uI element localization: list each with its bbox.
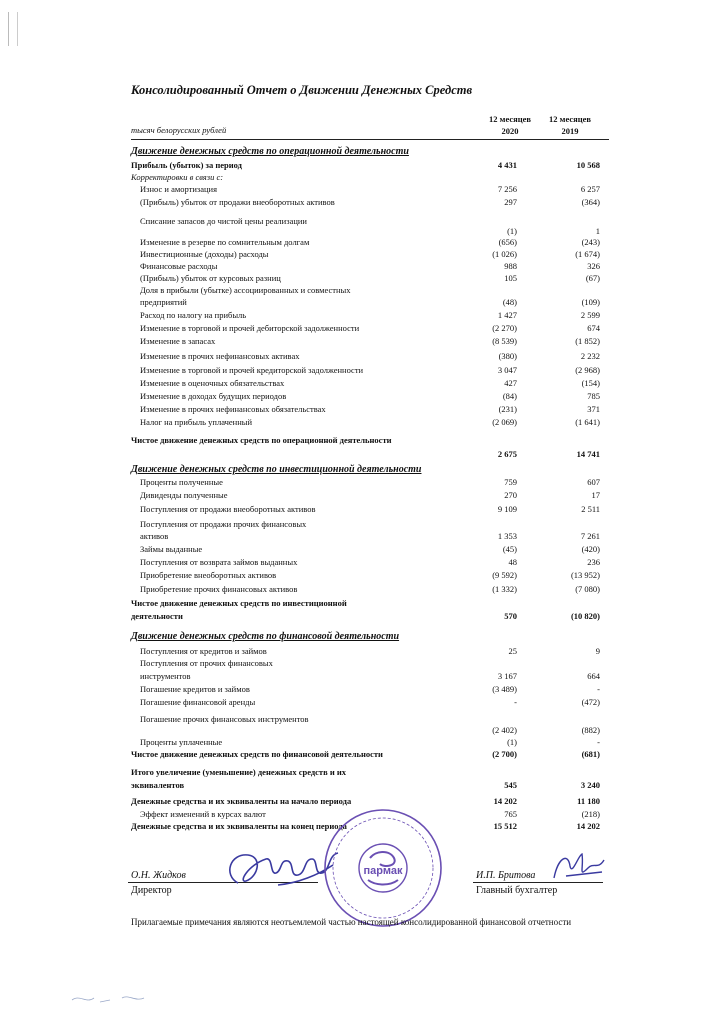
table-row xyxy=(0,683,722,695)
value-2020: 2 675 xyxy=(497,449,517,459)
column-header-2019-year: 2019 xyxy=(561,126,579,136)
value-2020: (1) xyxy=(507,226,517,236)
value-2019: (472) xyxy=(581,697,600,707)
table-row xyxy=(0,696,722,708)
row-label: Проценты полученные xyxy=(140,477,223,487)
table-row xyxy=(0,236,722,248)
row-label: Движение денежных средств по операционной деятельности xyxy=(131,146,409,157)
value-2020: 14 202 xyxy=(493,796,517,806)
value-2020: (84) xyxy=(502,391,517,401)
value-2020: 988 xyxy=(504,261,517,271)
value-2020: 48 xyxy=(508,557,517,567)
value-2020: 297 xyxy=(504,197,517,207)
row-label: Поступления от кредитов и займов xyxy=(140,646,267,656)
value-2020: 4 431 xyxy=(497,160,517,170)
value-2020: 25 xyxy=(508,646,517,656)
row-label: Износ и амортизация xyxy=(140,184,218,194)
stamp-text: пармак xyxy=(363,865,403,877)
row-label: активов xyxy=(140,531,169,541)
margin-scribble xyxy=(70,990,160,1010)
value-2020: - xyxy=(514,697,517,707)
row-label: инструментов xyxy=(140,671,191,681)
row-label: Чистое движение денежных средств по операционной деятельности xyxy=(131,435,392,445)
value-2019: (364) xyxy=(581,197,600,207)
value-2019: (2 968) xyxy=(575,365,600,375)
value-2020: 765 xyxy=(504,809,517,819)
table-row xyxy=(0,610,722,622)
row-label: Движение денежных средств по инвестиционной деятельности xyxy=(131,464,422,475)
value-2019: (1 852) xyxy=(575,336,600,346)
value-2019: 2 599 xyxy=(580,310,600,320)
row-label: Изменение в запасах xyxy=(140,336,216,346)
value-2019: (882) xyxy=(581,725,600,735)
value-2019: 1 xyxy=(595,226,600,236)
table-row xyxy=(0,434,722,446)
column-header-2019 xyxy=(545,113,595,137)
table-row xyxy=(0,416,722,428)
value-2020: (656) xyxy=(498,237,517,247)
value-2019: (420) xyxy=(581,544,600,554)
value-2019: (109) xyxy=(581,297,600,307)
value-2019: 607 xyxy=(587,477,600,487)
value-2020: 427 xyxy=(504,378,517,388)
row-label: Списание запасов до чистой цены реализации xyxy=(140,216,307,226)
row-label: Инвестиционные (доходы) расходы xyxy=(140,249,269,259)
table-row xyxy=(0,350,722,362)
value-2019: (243) xyxy=(581,237,600,247)
row-label: Расход по налогу на прибыль xyxy=(140,310,247,320)
header-rule xyxy=(131,139,609,140)
value-2019: 11 180 xyxy=(577,796,600,806)
row-label: Изменение в торговой и прочей кредиторской задолженности xyxy=(140,365,364,375)
table-row xyxy=(0,670,722,682)
row-label: Чистое движение денежных средств по инвестиционной xyxy=(131,598,347,608)
value-2020: (1 332) xyxy=(492,584,517,594)
row-label: Налог на прибыль уплаченный xyxy=(140,417,253,427)
section-heading xyxy=(0,630,722,644)
row-label: Изменение в прочих нефинансовых обязательствах xyxy=(140,404,326,414)
value-2019: 2 511 xyxy=(581,504,600,514)
row-label: Денежные средства и их эквиваленты на начало периода xyxy=(131,796,352,806)
row-label: Погашение финансовой аренды xyxy=(140,697,256,707)
row-label: Изменение в доходах будущих периодов xyxy=(140,391,287,401)
value-2019: 6 257 xyxy=(580,184,600,194)
value-2019: (1 641) xyxy=(575,417,600,427)
value-2019: (218) xyxy=(581,809,600,819)
value-2019: 664 xyxy=(587,671,600,681)
table-row xyxy=(0,284,722,296)
table-row xyxy=(0,724,722,736)
table-row xyxy=(0,448,722,460)
table-row xyxy=(0,543,722,555)
table-row xyxy=(0,159,722,171)
value-2019: 371 xyxy=(587,404,600,414)
row-label: Доля в прибыли (убытке) ассоциированных и совместных xyxy=(140,285,351,295)
value-2019: (154) xyxy=(581,378,600,388)
accountant-name: И.П. Бритова xyxy=(476,870,536,881)
value-2020: (2 700) xyxy=(492,749,517,759)
row-label: Поступления от прочих финансовых xyxy=(140,658,273,668)
value-2019: (7 080) xyxy=(575,584,600,594)
row-label: Изменение в торговой и прочей дебиторской задолженности xyxy=(140,323,360,333)
table-row xyxy=(0,335,722,347)
value-2020: 9 109 xyxy=(497,504,517,514)
row-label: предприятий xyxy=(140,297,187,307)
row-label: Корректировки в связи с: xyxy=(131,172,224,182)
row-label: Изменение в оценочных обязательствах xyxy=(140,378,285,388)
table-row xyxy=(0,248,722,260)
value-2019: 674 xyxy=(587,323,600,333)
value-2019: 10 568 xyxy=(576,160,600,170)
value-2020: (380) xyxy=(498,351,517,361)
row-label: Денежные средства и их эквиваленты на конец периода xyxy=(131,821,347,831)
value-2020: 270 xyxy=(504,490,517,500)
value-2019: 785 xyxy=(587,391,600,401)
row-label: Поступления от возврата займов выданных xyxy=(140,557,298,567)
table-row xyxy=(0,183,722,195)
row-label: Поступления от продажи прочих финансовых xyxy=(140,519,307,529)
column-header-2020-year: 2020 xyxy=(501,126,519,136)
table-row xyxy=(0,309,722,321)
units-label: тысяч белорусских рублей xyxy=(131,125,227,135)
value-2019: 3 240 xyxy=(580,780,600,790)
value-2020: 545 xyxy=(504,780,517,790)
value-2019: (1 674) xyxy=(575,249,600,259)
value-2019: (67) xyxy=(585,273,600,283)
company-stamp xyxy=(318,806,448,930)
table-row xyxy=(0,171,722,183)
director-role: Директор xyxy=(131,885,172,896)
value-2020: 1 427 xyxy=(497,310,517,320)
table-row xyxy=(0,503,722,515)
table-row xyxy=(0,779,722,791)
row-label: Приобретение внеоборотных активов xyxy=(140,570,277,580)
value-2019: 14 741 xyxy=(576,449,600,459)
value-2020: (48) xyxy=(502,297,517,307)
value-2020: (1) xyxy=(507,737,517,747)
row-label: Изменение в прочих нефинансовых активах xyxy=(140,351,300,361)
row-label: Дивиденды полученные xyxy=(140,490,228,500)
section-heading xyxy=(0,145,722,159)
row-label: Погашение кредитов и займов xyxy=(140,684,250,694)
table-row xyxy=(0,296,722,308)
table-row xyxy=(0,736,722,748)
table-row xyxy=(0,476,722,488)
row-label: Проценты уплаченные xyxy=(140,737,223,747)
value-2019: 236 xyxy=(587,557,600,567)
value-2020: 759 xyxy=(504,477,517,487)
value-2020: (8 539) xyxy=(492,336,517,346)
row-label: Итого увеличение (уменьшение) денежных средств и их xyxy=(131,767,346,777)
table-row xyxy=(0,377,722,389)
value-2020: (2 270) xyxy=(492,323,517,333)
value-2020: 3 047 xyxy=(497,365,517,375)
row-label: Погашение прочих финансовых инструментов xyxy=(140,714,309,724)
row-label: Эффект изменений в курсах валют xyxy=(140,809,266,819)
row-label: эквивалентов xyxy=(131,780,185,790)
table-row xyxy=(0,556,722,568)
value-2020: (2 402) xyxy=(492,725,517,735)
table-row xyxy=(0,597,722,609)
accountant-signature xyxy=(548,848,608,884)
table-row xyxy=(0,260,722,272)
value-2019: - xyxy=(597,684,600,694)
accountant-role: Главный бухгалтер xyxy=(476,885,558,896)
value-2020: 570 xyxy=(504,611,517,621)
value-2019: 7 261 xyxy=(580,531,600,541)
footnote: Прилагаемые примечания являются неотъемлемой частью настоящей консолидированной финансовой отчетности xyxy=(131,917,572,927)
value-2020: 15 512 xyxy=(493,821,517,831)
table-row xyxy=(0,403,722,415)
value-2020: (9 592) xyxy=(492,570,517,580)
value-2019: (13 952) xyxy=(570,570,600,580)
value-2019: 17 xyxy=(591,490,600,500)
row-label: Займы выданные xyxy=(140,544,203,554)
table-row xyxy=(0,569,722,581)
row-label: Движение денежных средств по финансовой деятельности xyxy=(131,631,400,642)
row-label: Финансовые расходы xyxy=(140,261,218,271)
value-2019: 326 xyxy=(587,261,600,271)
scan-edge-mark xyxy=(8,12,18,46)
value-2020: 105 xyxy=(504,273,517,283)
value-2020: 7 256 xyxy=(497,184,517,194)
value-2019: 14 202 xyxy=(576,821,600,831)
column-header-2020-period: 12 месяцев xyxy=(489,114,531,124)
value-2020: (1 026) xyxy=(492,249,517,259)
row-label: Прибыль (убыток) за период xyxy=(131,160,242,170)
table-row xyxy=(0,322,722,334)
column-header-2019-period: 12 месяцев xyxy=(549,114,591,124)
value-2020: 1 353 xyxy=(497,531,517,541)
table-row xyxy=(0,748,722,760)
row-label: деятельности xyxy=(131,611,183,621)
table-row xyxy=(0,364,722,376)
table-row xyxy=(0,390,722,402)
row-label: Изменение в резерве по сомнительным долгам xyxy=(140,237,310,247)
row-label: (Прибыль) убыток от курсовых разниц xyxy=(140,273,281,283)
value-2020: (45) xyxy=(502,544,517,554)
value-2020: 3 167 xyxy=(497,671,517,681)
row-label: Поступления от продажи внеоборотных активов xyxy=(140,504,316,514)
value-2019: (10 820) xyxy=(570,611,600,621)
column-header-2020 xyxy=(485,113,535,137)
table-row xyxy=(0,766,722,778)
section-heading xyxy=(0,463,722,477)
table-row xyxy=(0,657,722,669)
value-2019: 2 232 xyxy=(580,351,600,361)
value-2020: (2 069) xyxy=(492,417,517,427)
row-label: Приобретение прочих финансовых активов xyxy=(140,584,298,594)
value-2020: (231) xyxy=(498,404,517,414)
row-label: Чистое движение денежных средств по финансовой деятельности xyxy=(131,749,383,759)
table-row xyxy=(0,518,722,530)
table-row xyxy=(0,196,722,208)
table-row xyxy=(0,645,722,657)
row-label: (Прибыль) убыток от продажи внеоборотных активов xyxy=(140,197,335,207)
value-2019: - xyxy=(597,737,600,747)
table-row xyxy=(0,489,722,501)
value-2019: 9 xyxy=(595,646,600,656)
table-row xyxy=(0,583,722,595)
director-name: О.Н. Жидков xyxy=(131,870,186,881)
document-title: Консолидированный Отчет о Движении Денежных Средств xyxy=(131,83,473,97)
table-row xyxy=(0,530,722,542)
value-2020: (3 489) xyxy=(492,684,517,694)
table-row xyxy=(0,272,722,284)
value-2019: (681) xyxy=(581,749,600,759)
